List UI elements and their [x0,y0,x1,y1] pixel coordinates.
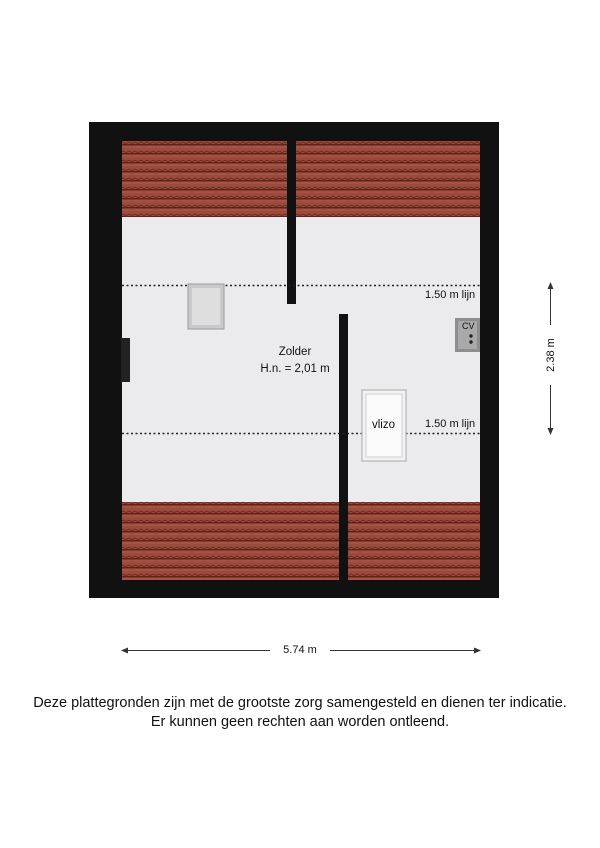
disclaimer-line-2: Er kunnen geen rechten aan worden ontleend. [150,714,450,730]
vlizo-label: vlizo [372,419,396,431]
height-line-bottom-label: 1.50 m lijn [425,418,476,430]
roof-tiles-top [122,141,480,217]
interior-wall-top [287,141,296,304]
left-wall-window [121,338,130,382]
depth-dimension-label: 2.38 m [545,325,557,385]
width-dimension-label: 5.74 m [270,644,330,656]
room-height: H.n. = 2,01 m [260,363,330,375]
cv-label: CV [462,321,475,331]
room-label [245,344,345,378]
disclaimer-line-1: Deze plattegronden zijn met de grootste zorg samengesteld en dienen ter indicatie. [33,695,567,711]
room-name: Zolder [278,346,312,358]
height-line-top-label: 1.50 m lijn [425,289,476,301]
skylight [188,284,224,329]
roof-tiles-bottom [122,502,480,580]
disclaimer [0,694,600,732]
